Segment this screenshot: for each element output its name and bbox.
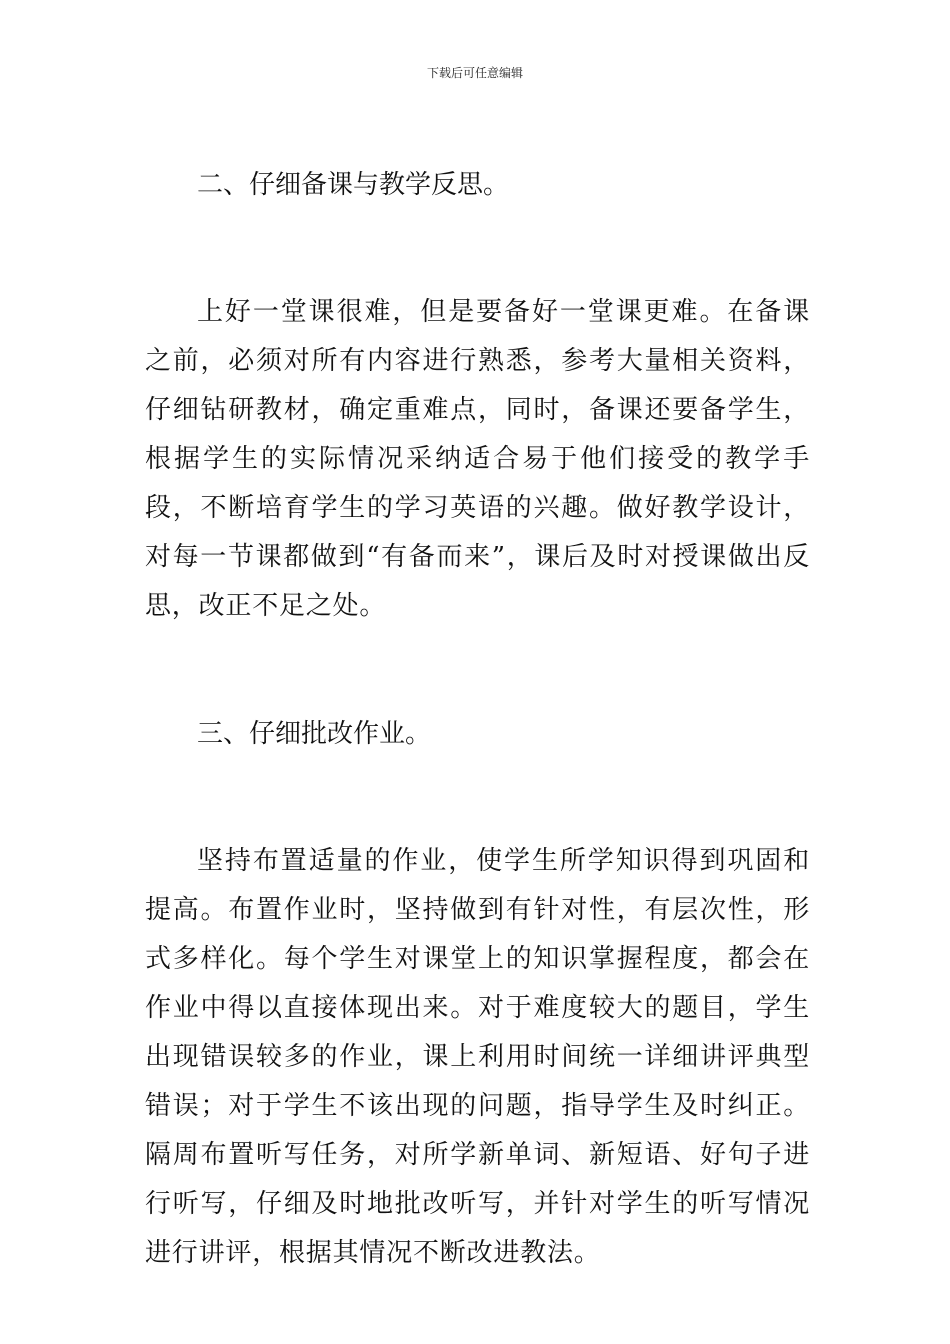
document-body: [145, 160, 810, 1278]
section-paragraph-3: 坚持布置适量的作业，使学生所学知识得到巩固和提高。布置作业时，坚持做到有针对性，有层次性，形式多样化。每个学生对课堂上的知识掌握程度，都会在作业中得以直接体现出来。对于难度较大的题目，学生出现错误较多的作业，课上利用时间统一详细讲评典型错误；对于学生不该出现的问题，指导学生及时纠正。隔周布置听写任务，对所学新单词、新短语、好句子进行听写，仔细及时地批改听写，并针对学生的听写情况进行讲评，根据其情况不断改进教法。: [145, 846, 810, 1268]
section-heading-3: 三、仔细批改作业。: [197, 719, 432, 749]
section-paragraph-2: 上好一堂课很难，但是要备好一堂课更难。在备课之前，必须对所有内容进行熟悉，参考大量相关资料，仔细钻研教材，确定重难点，同时，备课还要备学生，根据学生的实际情况采纳适合易于他们接受的教学手段，不断培育学生的学习英语的兴趣。做好教学设计，对每一节课都做到“有备而来”，课后及时对授课做出反思，改正不足之处。: [145, 297, 810, 621]
page-header: 下载后可任意编辑: [426, 66, 523, 80]
section-heading-2: 二、仔细备课与教学反思。: [197, 170, 510, 200]
